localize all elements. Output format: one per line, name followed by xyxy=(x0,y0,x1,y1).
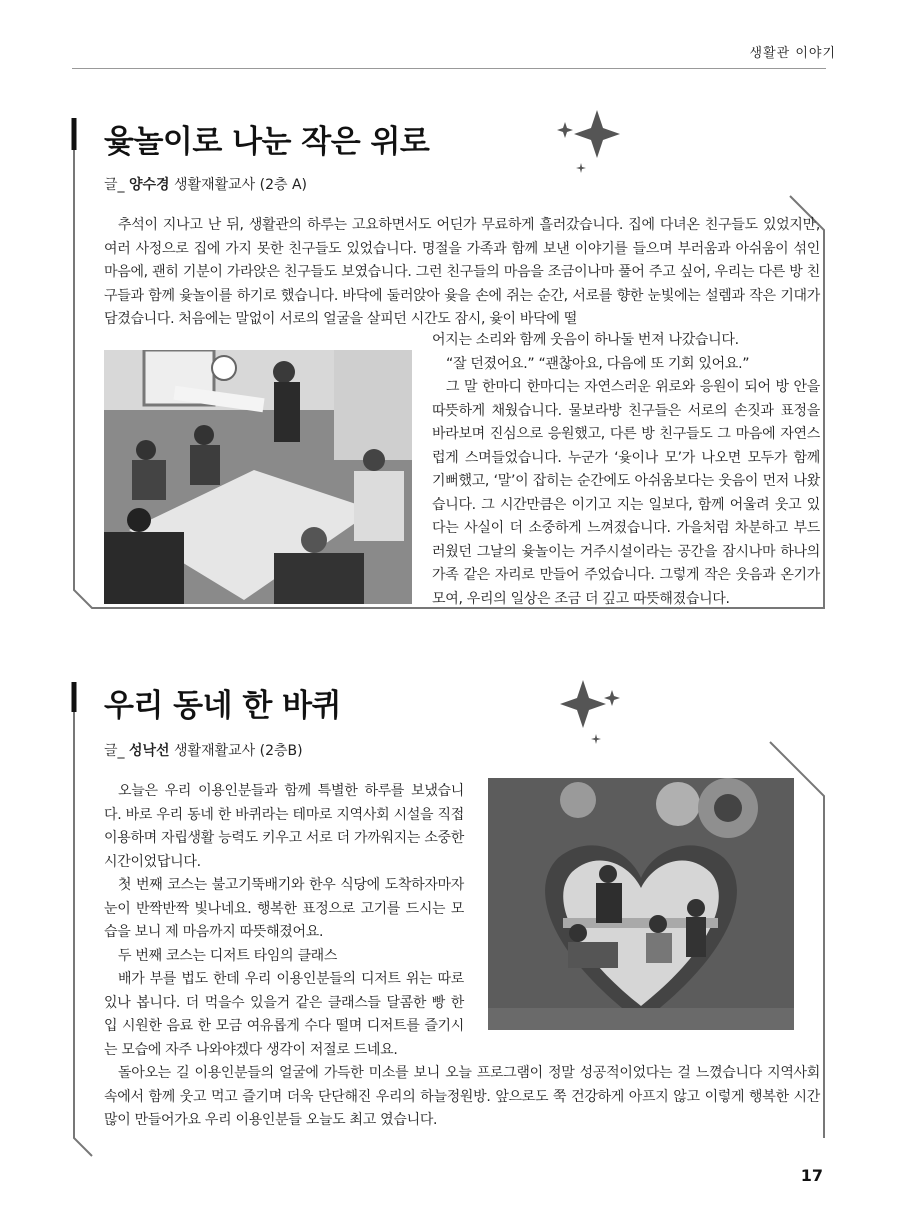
heart-frame-photo xyxy=(488,778,794,1030)
author-name: 성낙선 xyxy=(128,743,170,759)
article2-left-column xyxy=(104,780,464,1062)
article2-paragraph-5: 돌아오는 길 이용인분들의 얼굴에 가득한 미소를 보니 오늘 프로그램이 정말 성공적이었다는 걸 느꼈습니다 지역사회 속에서 함께 웃고 먹고 즐기며 더욱 단단해진 우리의 하늘정원방. 앞으로도 쭉 건강하게 아프지 않고 이렇게 행복한 시간 많이 만들어가요 우리 이용인분들 오늘도 최고 였습니다. xyxy=(104,1065,820,1128)
article1-paragraph-1: 추석이 지나고 난 뒤, 생활관의 하루는 고요하면서도 어딘가 무료하게 흘러갔습니다. 집에 다녀온 친구들도 있었지만, 여러 사정으로 집에 가지 못한 친구들도 있었습니다. 명절을 가족과 함께 보낸 이야기를 들으며 부러움과 아쉬움이 섞인 마음에, 괜히 기분이 가라앉은 친구들도 보였습니다. 그런 친구들의 마음을 조금이나마 풀어 주고 싶어, 우리는 다른 방 친구들과 함께 윷놀이를 하기로 했습니다. 바닥에 둘러앉아 윷을 손에 쥐는 순간, 서로를 향한 눈빛에는 설렘과 작은 기대가 담겼습니다. 처음에는 말없이 서로의 얼굴을 살피던 시간도 잠시, 윷이 바닥에 떨 xyxy=(104,217,820,327)
article1-quote: “잘 던졌어요.” “괜찮아요, 다음에 또 기회 있어요.” xyxy=(446,355,750,372)
article2-paragraph-4: 배가 부를 법도 한데 우리 이용인분들의 디저트 위는 따로 있나 봅니다. 더 먹을수 있을거 같은 클래스들 달콤한 빵 한 입 시원한 음료 한 모금 여유롭게 수다 떨며 디저트를 즐기시는 모습에 자주 나와야겠다 생각이 저절로 드네요. xyxy=(104,971,464,1058)
sparkle-icon xyxy=(557,110,620,173)
article2-title: 우리 동네 한 바퀴 xyxy=(104,688,341,724)
page-number: 17 xyxy=(800,1166,823,1185)
article1-title: 윷놀이로 나눈 작은 위로 xyxy=(104,124,430,160)
article2-paragraph-3: 두 번째 코스는 디저트 타임의 클래스 xyxy=(118,947,338,964)
article2-byline xyxy=(104,740,303,760)
author-role: 생활재활교사 (2층B) xyxy=(174,743,303,759)
article1-byline xyxy=(104,174,307,194)
author-role: 생활재활교사 (2층 A) xyxy=(174,177,307,193)
article1-right-column xyxy=(432,329,820,611)
sparkle-icon-2 xyxy=(560,680,620,744)
article1-paragraph-2: 어지는 소리와 함께 웃음이 하나둘 번져 나갔습니다. xyxy=(432,332,739,348)
article2-paragraph-2: 첫 번째 코스는 불고기뚝배기와 한우 식당에 도착하자마자 눈이 반짝반짝 빛나네요. 행복한 표정으로 고기를 드시는 모습을 보니 제 마음까지 따뜻해졌어요. xyxy=(104,877,464,940)
byline-prefix: 글_ xyxy=(104,743,125,759)
yut-game-photo xyxy=(104,350,412,604)
author-name: 양수경 xyxy=(128,177,170,193)
section-label: 생활관 이야기 xyxy=(749,46,836,61)
article2-paragraph-1: 오늘은 우리 이용인분들과 함께 특별한 하루를 보냈습니다. 바로 우리 동네 한 바퀴라는 테마로 지역사회 시설을 직접 이용하며 자립생활 능력도 키우고 서로 더 가까워지는 소중한 시간이었답니다. xyxy=(104,783,464,870)
byline-prefix: 글_ xyxy=(104,177,125,193)
article1-paragraph-3: 그 말 한마디 한마디는 자연스러운 위로와 응원이 되어 방 안을 따뜻하게 채웠습니다. 물보라방 친구들은 서로의 손짓과 표정을 바라보며 진심으로 응원했고, 다른 방 친구들도 그 마음에 자연스럽게 스며들었습니다. 누군가 ‘윷이나 모’가 나오면 모두가 함께 기뻐했고, ‘말’이 잡히는 순간에도 아쉬움보다는 웃음이 먼저 나왔습니다. 그 시간만큼은 이기고 지는 일보다, 함께 어울려 웃고 있다는 사실이 더 소중하게 느껴졌습니다. 가을처럼 차분하고 부드러웠던 그날의 윷놀이는 거주시설이라는 공간을 잠시나마 하나의 가족 같은 자리로 만들어 주었습니다. 그렇게 작은 웃음과 온기가 모여, 우리의 일상은 조금 더 깊고 따뜻해졌습니다. xyxy=(432,379,820,607)
